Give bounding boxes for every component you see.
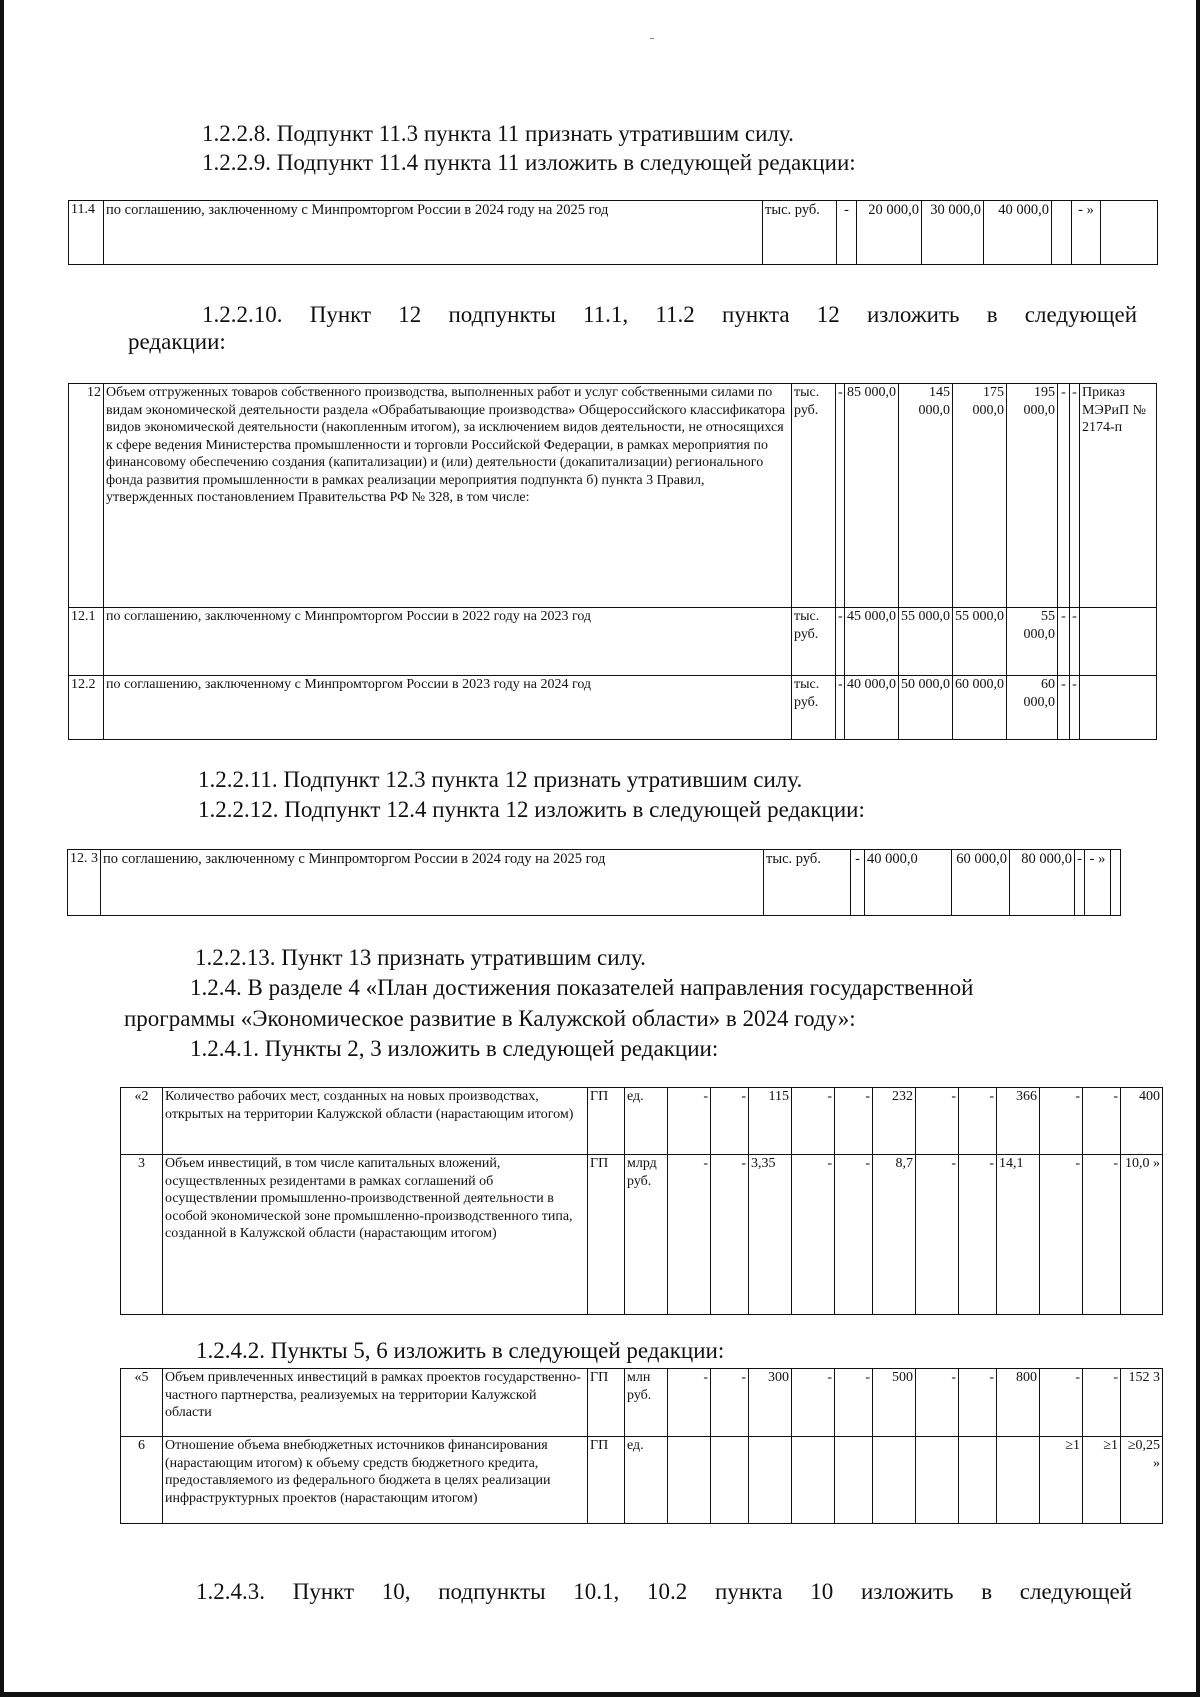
- value-2: 60 000,0: [952, 850, 1010, 916]
- value-3: 80 000,0: [1010, 850, 1075, 916]
- q2-value: [873, 1437, 916, 1524]
- q4-cell-b: -: [1083, 1088, 1121, 1155]
- row-description: по соглашению, заключенному с Минпромторгом России в 2024 году на 2025 год: [101, 850, 764, 916]
- q4-value: ≥0,25 »: [1121, 1437, 1163, 1524]
- row-dash: -: [1058, 608, 1070, 676]
- row-source: [1080, 676, 1157, 740]
- q2-value: 500: [873, 1369, 916, 1437]
- q4-cell-a: -: [1040, 1155, 1083, 1315]
- q2-value: 232: [873, 1088, 916, 1155]
- row-responsible: ГП: [588, 1088, 625, 1155]
- row-number: 12: [69, 384, 104, 608]
- row-dash: -: [836, 384, 845, 608]
- value-1: 40 000,0: [865, 850, 952, 916]
- q4-value: 400: [1121, 1088, 1163, 1155]
- value-2: 50 000,0: [899, 676, 953, 740]
- q4-cell-a: ≥1: [1040, 1437, 1083, 1524]
- page-border-right: [1196, 0, 1200, 1697]
- q1-cell-b: -: [711, 1155, 749, 1315]
- table-row: [121, 1369, 1163, 1437]
- row-dash: -: [1070, 608, 1080, 676]
- q1-cell-b: [711, 1437, 749, 1524]
- row-dash: -: [836, 608, 845, 676]
- value-4: 60 000,0: [1007, 676, 1058, 740]
- q2-cell-a: [792, 1437, 835, 1524]
- value-2: 55 000,0: [899, 608, 953, 676]
- q2-cell-a: -: [792, 1155, 835, 1315]
- paragraph-1-2-2-8: 1.2.2.8. Подпункт 11.3 пункта 11 признать утратившим силу.: [202, 121, 794, 146]
- value-2: 145 000,0: [899, 384, 953, 608]
- row-description: Отношение объема внебюджетных источников финансирования (нарастающим итогом) к объему средств бюджетного кредита, предоставляемого из федерального бюджета в целях реализации инфраструктурных проектов (нарастающим итогом): [163, 1437, 588, 1524]
- q4-cell-b: -: [1083, 1155, 1121, 1315]
- row-dash: -: [1058, 384, 1070, 608]
- row-number: 12. 3: [68, 850, 101, 916]
- value-1: 85 000,0: [845, 384, 899, 608]
- row-unit: тыс. руб.: [792, 676, 836, 740]
- row-end-quote: - »: [1085, 850, 1111, 916]
- row-unit: тыс. руб.: [792, 384, 836, 608]
- row-description: по соглашению, заключенному с Минпромторгом России в 2022 году на 2023 год: [104, 608, 792, 676]
- q3-value: 800: [997, 1369, 1040, 1437]
- row-end-quote: - »: [1072, 201, 1101, 265]
- value-3: 55 000,0: [953, 608, 1007, 676]
- paragraph-1-2-2-13: 1.2.2.13. Пункт 13 признать утратившим силу.: [195, 945, 646, 970]
- q2-value: 8,7: [873, 1155, 916, 1315]
- empty-cell: [1052, 201, 1072, 265]
- q1-value: 300: [749, 1369, 792, 1437]
- row-number: 11.4: [69, 201, 104, 265]
- row-unit: тыс. руб.: [792, 608, 836, 676]
- q2-cell-b: -: [835, 1088, 873, 1155]
- q3-cell-b: -: [959, 1369, 997, 1437]
- q2-cell-b: [835, 1437, 873, 1524]
- q1-value: [749, 1437, 792, 1524]
- table-row: [69, 608, 1157, 676]
- paragraph-1-2-2-10-line1: 1.2.2.10. Пункт 12 подпункты 11.1, 11.2 пункта 12 изложить в следующей: [202, 302, 1137, 327]
- row-number: 12.2: [69, 676, 104, 740]
- q2-cell-b: -: [835, 1155, 873, 1315]
- q1-cell-a: -: [668, 1155, 711, 1315]
- table-row: [69, 384, 1157, 608]
- row-responsible: ГП: [588, 1369, 625, 1437]
- q4-value: 152 3: [1121, 1369, 1163, 1437]
- q1-cell-a: -: [668, 1369, 711, 1437]
- q3-cell-a: -: [916, 1088, 959, 1155]
- paragraph-1-2-4-3: 1.2.4.3. Пункт 10, подпункты 10.1, 10.2 пункта 10 изложить в следующей: [196, 1579, 1132, 1604]
- row-description: по соглашению, заключенному с Минпромторгом России в 2023 году на 2024 год: [104, 676, 792, 740]
- row-unit: тыс. руб.: [764, 850, 851, 916]
- row-unit: ед.: [625, 1088, 668, 1155]
- row-dash: -: [836, 676, 845, 740]
- row-description: Объем привлеченных инвестиций в рамках проектов государственно-частного партнерства, реализуемых на территории Калужской области: [163, 1369, 588, 1437]
- value-1: 40 000,0: [845, 676, 899, 740]
- value-4: 55 000,0: [1007, 608, 1058, 676]
- q4-cell-b: ≥1: [1083, 1437, 1121, 1524]
- q3-value: 366: [997, 1088, 1040, 1155]
- row-description: Объем отгруженных товаров собственного производства, выполненных работ и услуг собственными силами по видам экономической деятельности раздела «Обрабатывающие производства» Общероссийского классификатора видов экономической деятельности (накопленным итогом), за исключением видов деятельности, не относящихся к сфере ведения Министерства промышленности и торговли Российской Федерации, в рамках мероприятия по финансовому обеспечению создания (капитализации) и (или) деятельности (докапитализации) регионального фонда развития промышленности в рамках реализации мероприятия подпункта б) пункта 3 Правил, утвержденных постановлением Правительства РФ № 328, в том числе:: [104, 384, 792, 608]
- row-description: Объем инвестиций, в том числе капитальных вложений, осуществленных резидентами в рамках соглашений об осуществлении промышленно-производственной деятельности в особой экономической зоне промышленно-производственного типа, созданной в Калужской области (нарастающим итогом): [163, 1155, 588, 1315]
- table-row: [121, 1088, 1163, 1155]
- q3-cell-b: [959, 1437, 997, 1524]
- q3-cell-b: -: [959, 1155, 997, 1315]
- scan-speck: [650, 38, 654, 39]
- page-border-left: [0, 0, 4, 1697]
- value-1: 20 000,0: [857, 201, 922, 265]
- row-responsible: ГП: [588, 1437, 625, 1524]
- row-dash: -: [1075, 850, 1085, 916]
- paragraph-1-2-4-line2: программы «Экономическое развитие в Калужской области» в 2024 году»:: [124, 1006, 856, 1031]
- table-item-11-4: [68, 200, 1158, 265]
- q4-cell-a: -: [1040, 1369, 1083, 1437]
- row-dash: -: [1070, 676, 1080, 740]
- q4-cell-a: -: [1040, 1088, 1083, 1155]
- paragraph-1-2-4-2: 1.2.4.2. Пункты 5, 6 изложить в следующей редакции:: [196, 1338, 725, 1363]
- table-row: [69, 676, 1157, 740]
- row-number: «2: [121, 1088, 163, 1155]
- row-description: по соглашению, заключенному с Минпромторгом России в 2024 году на 2025 год: [104, 201, 763, 265]
- paragraph-1-2-2-11: 1.2.2.11. Подпункт 12.3 пункта 12 признать утратившим силу.: [198, 767, 803, 792]
- row-responsible: ГП: [588, 1155, 625, 1315]
- empty-cell: [1111, 850, 1121, 916]
- row-dash: -: [1058, 676, 1070, 740]
- row-number: 6: [121, 1437, 163, 1524]
- q3-value: 14,1: [997, 1155, 1040, 1315]
- value-1: 45 000,0: [845, 608, 899, 676]
- row-unit: тыс. руб.: [763, 201, 837, 265]
- q2-cell-a: -: [792, 1088, 835, 1155]
- value-4: 195 000,0: [1007, 384, 1058, 608]
- row-dash: -: [837, 201, 857, 265]
- row-unit: млн руб.: [625, 1369, 668, 1437]
- empty-cell: [1101, 201, 1158, 265]
- row-source: [1080, 608, 1157, 676]
- q1-cell-b: -: [711, 1088, 749, 1155]
- row-dash: -: [851, 850, 865, 916]
- row-description: Количество рабочих мест, созданных на новых производствах, открытых на территории Калужской области (нарастающим итогом): [163, 1088, 588, 1155]
- table-row: [121, 1437, 1163, 1524]
- row-dash: -: [1070, 384, 1080, 608]
- paragraph-1-2-2-9: 1.2.2.9. Подпункт 11.4 пункта 11 изложить в следующей редакции:: [202, 150, 856, 175]
- q2-cell-b: -: [835, 1369, 873, 1437]
- row-number: 12.1: [69, 608, 104, 676]
- table-indicators-5-6: [120, 1368, 1163, 1524]
- q1-cell-b: -: [711, 1369, 749, 1437]
- page-border-bottom: [0, 1692, 1200, 1697]
- q1-cell-a: -: [668, 1088, 711, 1155]
- row-number: 3: [121, 1155, 163, 1315]
- q3-cell-a: -: [916, 1155, 959, 1315]
- q1-cell-a: [668, 1437, 711, 1524]
- row-unit: млрд руб.: [625, 1155, 668, 1315]
- row-source: Приказ МЭРиП № 2174-п: [1080, 384, 1157, 608]
- value-2: 30 000,0: [922, 201, 984, 265]
- q3-cell-a: [916, 1437, 959, 1524]
- value-3: 175 000,0: [953, 384, 1007, 608]
- q2-cell-a: -: [792, 1369, 835, 1437]
- table-indicators-2-3: [120, 1087, 1163, 1315]
- q3-value: [997, 1437, 1040, 1524]
- paragraph-1-2-4-1: 1.2.4.1. Пункты 2, 3 изложить в следующей редакции:: [190, 1036, 719, 1061]
- paragraph-1-2-2-12: 1.2.2.12. Подпункт 12.4 пункта 12 изложить в следующей редакции:: [198, 797, 865, 822]
- q4-cell-b: -: [1083, 1369, 1121, 1437]
- q3-cell-a: -: [916, 1369, 959, 1437]
- q4-value: 10,0 »: [1121, 1155, 1163, 1315]
- table-row: [69, 201, 1158, 265]
- paragraph-1-2-2-10-line2: редакции:: [128, 329, 226, 354]
- q3-cell-b: -: [959, 1088, 997, 1155]
- q1-value: 3,35: [749, 1155, 792, 1315]
- value-3: 40 000,0: [984, 201, 1052, 265]
- paragraph-1-2-4-line1: 1.2.4. В разделе 4 «План достижения показателей направления государственной: [190, 975, 974, 1000]
- table-row: [121, 1155, 1163, 1315]
- table-row: [68, 850, 1121, 916]
- row-number: «5: [121, 1369, 163, 1437]
- q1-value: 115: [749, 1088, 792, 1155]
- value-3: 60 000,0: [953, 676, 1007, 740]
- table-item-12: [68, 383, 1157, 740]
- table-item-12-3: [67, 849, 1121, 916]
- row-unit: ед.: [625, 1437, 668, 1524]
